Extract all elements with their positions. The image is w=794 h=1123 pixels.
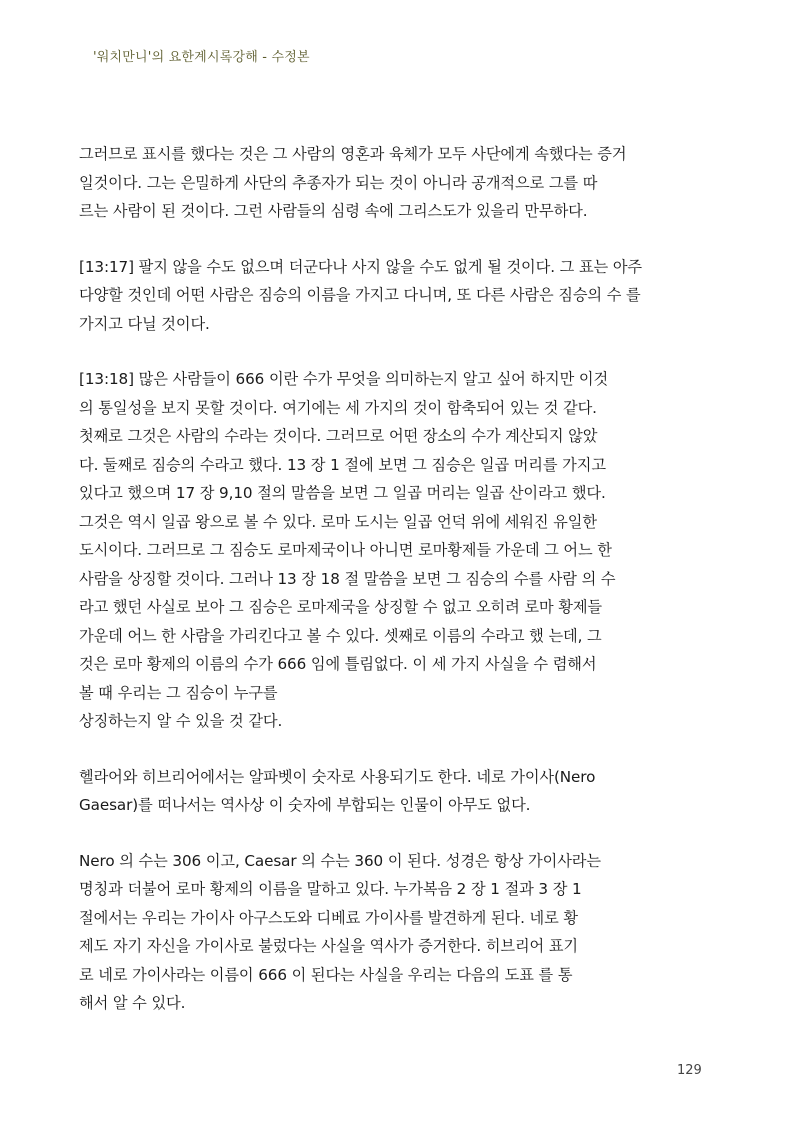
text-line: 절에서는 우리는 가이사 아구스도와 디베료 가이사를 발견하게 된다. 네로 황: [79, 908, 578, 927]
text-line: 볼 때 우리는 그 짐승이 누구를: [79, 683, 278, 702]
text-line: [13:17] 팔지 않을 수도 없으며 더군다나 사지 않을 수도 없게 될 것이다. 그 표는 아주: [79, 257, 642, 276]
text-line: 그러므로 표시를 했다는 것은 그 사람의 영혼과 육체가 모두 사단에게 속했다는 증거: [79, 145, 627, 163]
paragraph-3: [79, 365, 699, 736]
paragraph-5: [79, 847, 699, 1018]
running-header: '워치만니'의 요한계시록강해 - 수정본: [93, 50, 310, 65]
text-line: 르는 사람이 된 것이다. 그런 사람들의 심령 속에 그리스도가 있을리 만무하다.: [79, 202, 588, 220]
text-line: 다. 둘째로 짐승의 수라고 했다. 13 장 1 절에 보면 그 짐승은 일곱 머리를 가지고: [79, 455, 606, 474]
text-line: 제도 자기 자신을 가이사로 불렀다는 사실을 역사가 증거한다. 히브리어 표기: [79, 937, 578, 955]
text-line: 로 네로 가이사라는 이름이 666 이 된다는 사실을 우리는 다음의 도표 를 통: [79, 965, 573, 984]
paragraph-2: [79, 253, 699, 339]
text-line: 명칭과 더불어 로마 황제의 이름을 말하고 있다. 누가복음 2 장 1 절과 3 장 1: [79, 880, 582, 898]
text-line: 라고 했던 사실로 보아 그 짐승은 로마제국을 상징할 수 없고 오히려 로마 황제들: [79, 598, 603, 616]
text-line: 해서 알 수 있다.: [79, 994, 186, 1012]
page-number: 129: [677, 1063, 702, 1078]
paragraph-1: [79, 140, 699, 226]
text-line: 가운데 어느 한 사람을 가리킨다고 볼 수 있다. 셋째로 이름의 수라고 했 는데, 그: [79, 626, 602, 645]
text-line: 상징하는지 알 수 있을 것 같다.: [79, 712, 283, 730]
text-line: 도시이다. 그러므로 그 짐승도 로마제국이나 아니면 로마황제들 가운데 그 어느 한: [79, 541, 612, 559]
text-line: 다양할 것인데 어떤 사람은 짐승의 이름을 가지고 다니며, 또 다른 사람은 짐승의 수 를: [79, 286, 641, 304]
text-line: [13:18] 많은 사람들이 666 이란 수가 무엇을 의미하는지 알고 싶어 하지만 이것: [79, 370, 609, 388]
text-line: Nero 의 수는 306 이고, Caesar 의 수는 360 이 된다. 성경은 항상 가이사라는: [79, 851, 601, 870]
text-line: 첫째로 그것은 사람의 수라는 것이다. 그러므로 어떤 장소의 수가 계산되지 않았: [79, 427, 598, 445]
paragraph-4: [79, 763, 699, 820]
text-line: 사람을 상징할 것이다. 그러나 13 장 18 절 말씀을 보면 그 짐승의 수를 사람 의 수: [79, 569, 616, 588]
body-text: [79, 140, 699, 1045]
text-line: 일것이다. 그는 은밀하게 사단의 추종자가 되는 것이 아니라 공개적으로 그를 따: [79, 173, 598, 192]
text-line: 있다고 했으며 17 장 9,10 절의 말씀을 보면 그 일곱 머리는 일곱 산이라고 했다.: [79, 484, 606, 502]
text-line: 것은 로마 황제의 이름의 수가 666 임에 틀림없다. 이 세 가지 사실을 수 렴해서: [79, 655, 597, 673]
text-line: 그것은 역시 일곱 왕으로 볼 수 있다. 로마 도시는 일곱 언덕 위에 세워진 유일한: [79, 512, 597, 531]
text-line: Gaesar)를 떠나서는 역사상 이 숫자에 부합되는 인물이 아무도 없다.: [79, 796, 531, 814]
text-line: 의 통일성을 보지 못할 것이다. 여기에는 세 가지의 것이 함축되어 있는 것 같다.: [79, 398, 597, 417]
text-line: 헬라어와 히브리어에서는 알파벳이 숫자로 사용되기도 한다. 네로 가이사(Nero: [79, 767, 596, 786]
text-line: 가지고 다닐 것이다.: [79, 314, 210, 333]
